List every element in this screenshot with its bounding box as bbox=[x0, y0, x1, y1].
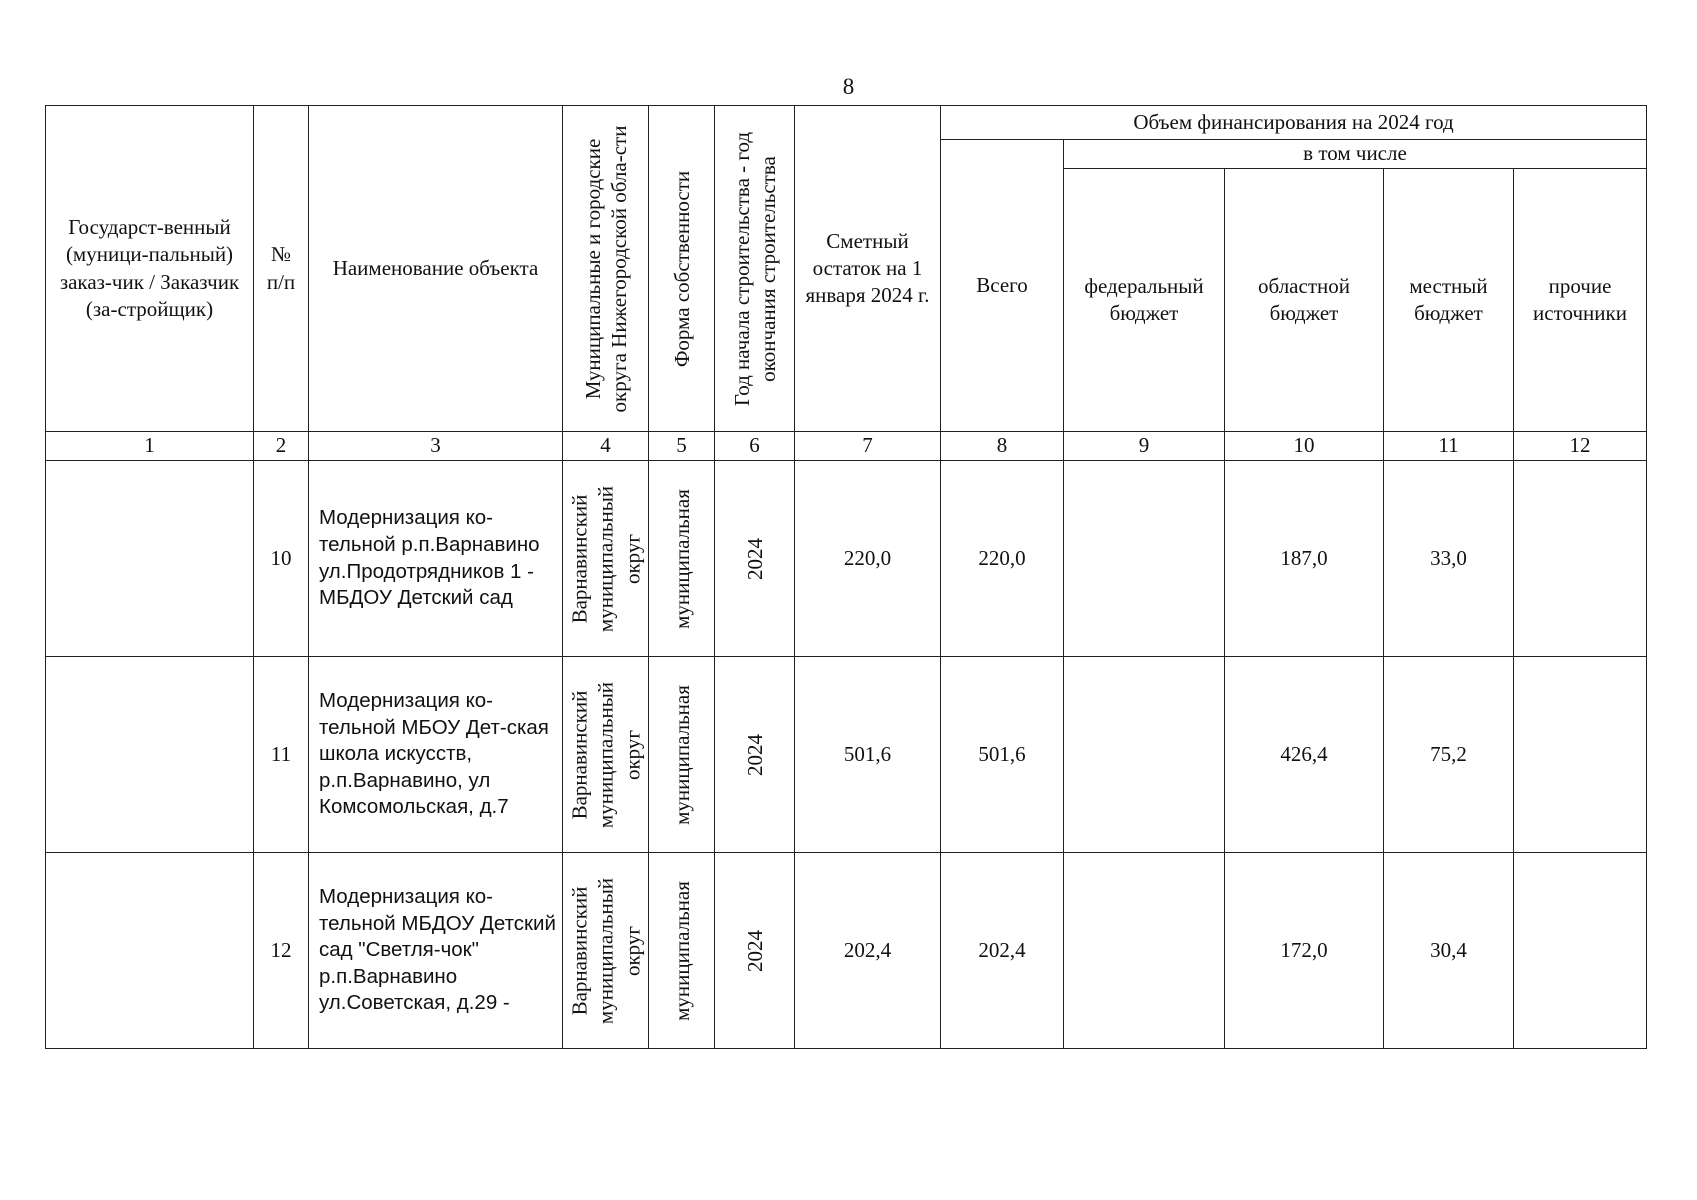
header-ownership-text: Форма собственности bbox=[669, 170, 694, 367]
row-ownership-text: муниципальная bbox=[669, 880, 694, 1021]
row-local: 30,4 bbox=[1384, 853, 1514, 1049]
header-object-name: Наименование объекта bbox=[309, 106, 563, 432]
row-years-text: 2024 bbox=[742, 929, 767, 972]
row-estimate-balance: 202,4 bbox=[795, 853, 941, 1049]
row-federal bbox=[1064, 461, 1225, 657]
column-number: 11 bbox=[1384, 432, 1514, 461]
column-number: 7 bbox=[795, 432, 941, 461]
row-municipality-text: Варнавинский муниципальный округ bbox=[567, 877, 644, 1024]
row-number: 11 bbox=[254, 657, 309, 853]
table-row bbox=[46, 461, 1647, 657]
row-municipality bbox=[563, 657, 649, 853]
header-regional: областной бюджет bbox=[1225, 169, 1384, 432]
row-total: 202,4 bbox=[941, 853, 1064, 1049]
row-object-name: Модернизация ко-тельной МБДОУ Детский сад "Светля-чок" р.п.Варнавино ул.Советская, д.29 - bbox=[309, 853, 563, 1049]
column-number: 2 bbox=[254, 432, 309, 461]
row-federal bbox=[1064, 657, 1225, 853]
row-ownership-text: муниципальная bbox=[669, 488, 694, 629]
header-municipality bbox=[563, 106, 649, 432]
row-ownership bbox=[649, 853, 715, 1049]
column-number: 1 bbox=[46, 432, 254, 461]
header-federal: федеральный бюджет bbox=[1064, 169, 1225, 432]
header-municipality-text: Муниципальные и городские округа Нижегородской обла-сти bbox=[580, 125, 631, 412]
header-years bbox=[715, 106, 795, 432]
row-ownership bbox=[649, 461, 715, 657]
column-number: 10 bbox=[1225, 432, 1384, 461]
row-local: 75,2 bbox=[1384, 657, 1514, 853]
row-other bbox=[1514, 461, 1647, 657]
row-municipality-text: Варнавинский муниципальный округ bbox=[567, 681, 644, 828]
row-estimate-balance: 220,0 bbox=[795, 461, 941, 657]
row-estimate-balance: 501,6 bbox=[795, 657, 941, 853]
header-other: прочие источники bbox=[1514, 169, 1647, 432]
row-ownership bbox=[649, 657, 715, 853]
column-number: 6 bbox=[715, 432, 795, 461]
header-funding-title: Объем финансирования на 2024 год bbox=[941, 106, 1647, 140]
row-regional: 426,4 bbox=[1225, 657, 1384, 853]
row-number: 10 bbox=[254, 461, 309, 657]
row-number: 12 bbox=[254, 853, 309, 1049]
column-number: 5 bbox=[649, 432, 715, 461]
row-customer bbox=[46, 657, 254, 853]
row-ownership-text: муниципальная bbox=[669, 684, 694, 825]
row-years-text: 2024 bbox=[742, 537, 767, 580]
row-local: 33,0 bbox=[1384, 461, 1514, 657]
column-number: 3 bbox=[309, 432, 563, 461]
row-other bbox=[1514, 657, 1647, 853]
column-number-row bbox=[46, 432, 1647, 461]
row-years bbox=[715, 657, 795, 853]
table-row bbox=[46, 853, 1647, 1049]
row-regional: 187,0 bbox=[1225, 461, 1384, 657]
row-object-name: Модернизация ко-тельной р.п.Варнавино ул.Продотрядников 1 - МБДОУ Детский сад bbox=[309, 461, 563, 657]
column-number: 8 bbox=[941, 432, 1064, 461]
header-estimate-balance: Сметный остаток на 1 января 2024 г. bbox=[795, 106, 941, 432]
row-customer bbox=[46, 853, 254, 1049]
row-municipality-text: Варнавинский муниципальный округ bbox=[567, 485, 644, 632]
row-total: 501,6 bbox=[941, 657, 1064, 853]
row-other bbox=[1514, 853, 1647, 1049]
row-years-text: 2024 bbox=[742, 733, 767, 776]
header-ownership bbox=[649, 106, 715, 432]
row-years bbox=[715, 853, 795, 1049]
page-number: 8 bbox=[842, 74, 855, 99]
table-row bbox=[46, 657, 1647, 853]
row-municipality bbox=[563, 853, 649, 1049]
row-customer bbox=[46, 461, 254, 657]
header-customer: Государст-венный (муници-пальный) заказ-чик / Заказчик (за-стройщик) bbox=[46, 106, 254, 432]
header-number: № п/п bbox=[254, 106, 309, 432]
column-number: 12 bbox=[1514, 432, 1647, 461]
financing-table bbox=[45, 105, 1647, 1049]
column-number: 9 bbox=[1064, 432, 1225, 461]
header-local: местный бюджет bbox=[1384, 169, 1514, 432]
header-years-text: Год начала строительства - год окончания строительства bbox=[729, 131, 780, 406]
header-including: в том числе bbox=[1064, 140, 1647, 169]
row-federal bbox=[1064, 853, 1225, 1049]
row-municipality bbox=[563, 461, 649, 657]
row-total: 220,0 bbox=[941, 461, 1064, 657]
column-number: 4 bbox=[563, 432, 649, 461]
row-years bbox=[715, 461, 795, 657]
row-object-name: Модернизация ко-тельной МБОУ Дет-ская школа искусств, р.п.Варнавино, ул Комсомольская, д.7 bbox=[309, 657, 563, 853]
header-total: Всего bbox=[941, 140, 1064, 432]
row-regional: 172,0 bbox=[1225, 853, 1384, 1049]
